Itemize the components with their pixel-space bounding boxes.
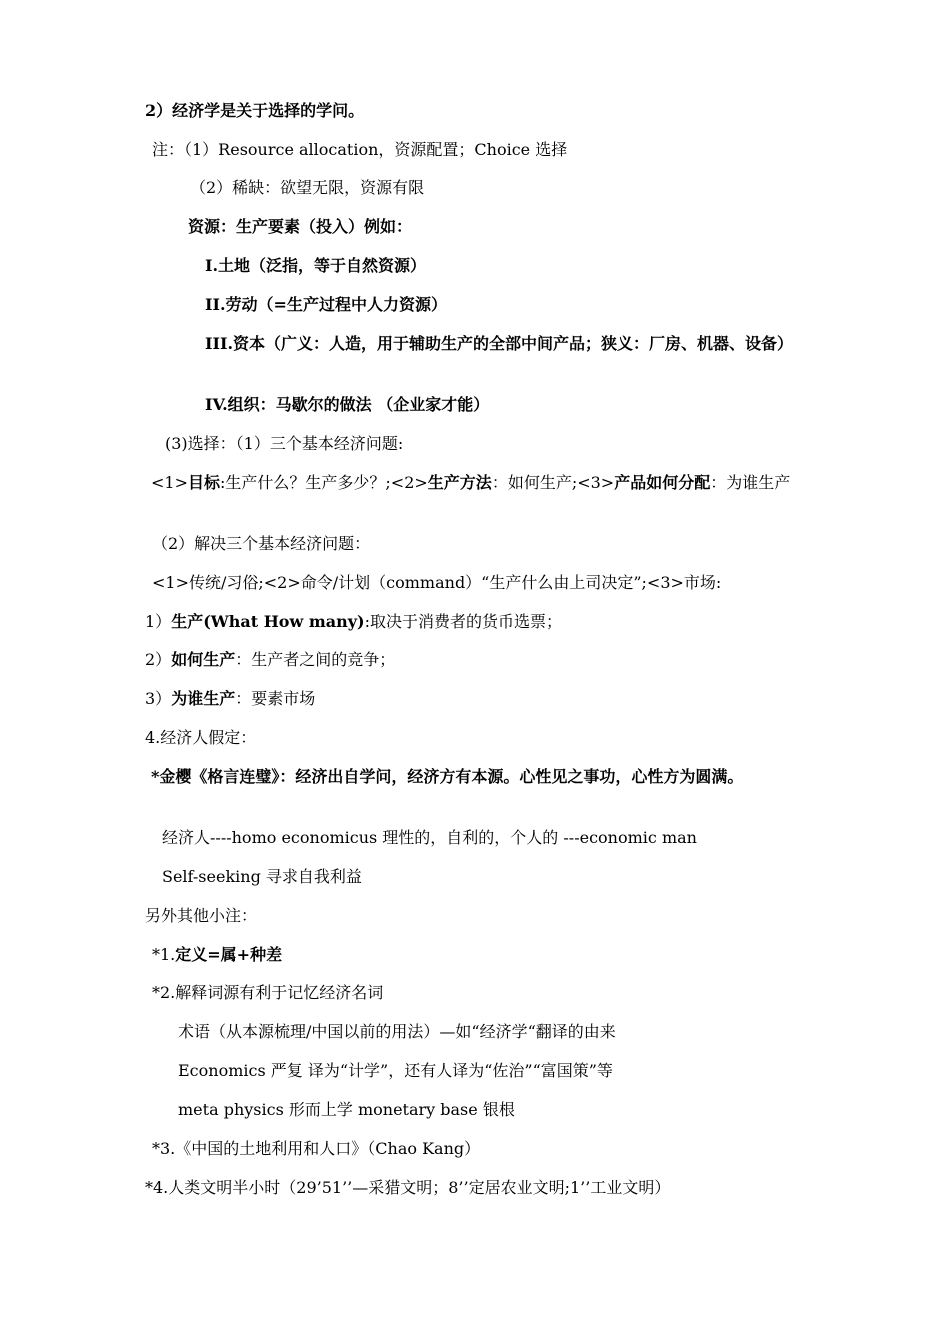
self-seeking: Self-seeking 寻求自我利益 <box>162 867 362 886</box>
three-problems-detail <box>145 472 810 494</box>
choice-three-problems: (3)选择：（1）三个基本经济问题: <box>165 434 404 453</box>
market-production-label: 生产(What How many) <box>171 612 365 631</box>
economic-man-definition: 经济人----homo economicus 理性的，自利的，个人的 ---economic man <box>162 828 697 847</box>
problem-goal-text: :生产什么？生产多少？;<2> <box>220 473 428 492</box>
item-number: 2） <box>145 650 172 669</box>
market-production <box>145 611 562 633</box>
market-for-whom-text: ：要素市场 <box>235 689 316 708</box>
factor-capital: III.资本（广义：人造，用于辅助生产的全部中间产品；狭义：厂房、机器、设备） <box>205 334 794 353</box>
item-number: 3） <box>145 689 172 708</box>
problem-distribution-label: 产品如何分配 <box>614 473 711 492</box>
market-how <box>145 649 395 671</box>
note-scarcity: （2）稀缺：欲望无限，资源有限 <box>190 178 425 197</box>
note-definition <box>152 944 282 966</box>
problem-goal-label: 目标 <box>188 473 221 492</box>
note-definition-text: 定义=属+种差 <box>175 945 283 964</box>
market-for-whom-label: 为谁生产 <box>171 689 236 708</box>
note-economics-translation: Economics 严复 译为“计学”，还有人译为“佐治”“富国策”等 <box>178 1061 613 1080</box>
market-production-text: :取决于消费者的货币选票； <box>364 612 563 631</box>
market-how-text: ：生产者之间的竞争； <box>235 650 396 669</box>
note-resource-allocation: 注：（1）Resource allocation，资源配置；Choice 选择 <box>152 140 568 159</box>
quote-jinying: *金樱《格言连璧》：经济出自学问，经济方有本源。心性见之事功，心性方为圆满。 <box>151 767 744 786</box>
solutions-list: <1>传统/习俗;<2>命令/计划（command）“生产什么由上司决定”;<3>市场: <box>152 573 722 592</box>
market-for-whom <box>145 688 315 710</box>
note-metaphysics: meta physics 形而上学 monetary base 银根 <box>178 1100 515 1119</box>
note-land-use-book: *3.《中国的土地利用和人口》（Chao Kang） <box>152 1139 481 1158</box>
problem-distribution-text: ：为谁生产 <box>710 473 791 492</box>
problem-method-text: ：如何生产;<3> <box>491 473 615 492</box>
heading-economics-choice: 2）经济学是关于选择的学问。 <box>145 101 365 120</box>
factor-labor: II.劳动（=生产过程中人力资源） <box>205 295 447 314</box>
note-terminology: 术语（从本源梳理/中国以前的用法）—如“经济学“翻译的由来 <box>178 1022 616 1041</box>
market-how-label: 如何生产 <box>171 650 236 669</box>
solving-problems-heading: （2）解决三个基本经济问题： <box>152 534 371 553</box>
note-etymology: *2.解释词源有利于记忆经济名词 <box>152 983 384 1002</box>
note-civilization-half-hour: *4.人类文明半小时（29’51’’—采猎文明；8’’定居农业文明;1’’工业文明） <box>145 1178 671 1197</box>
factor-land: I.土地（泛指，等于自然资源） <box>205 256 427 275</box>
item-number: 1） <box>145 612 172 631</box>
note-number: *1. <box>152 945 176 964</box>
resources-heading: 资源：生产要素（投入）例如： <box>188 217 413 236</box>
other-notes-heading: 另外其他小注： <box>145 906 258 925</box>
economic-man-heading: 4.经济人假定： <box>145 728 257 747</box>
problem-method-label: 生产方法 <box>427 473 492 492</box>
problem-1-marker: <1> <box>151 473 188 492</box>
factor-organization: IV.组织：马歇尔的做法 （企业家才能） <box>205 395 490 414</box>
